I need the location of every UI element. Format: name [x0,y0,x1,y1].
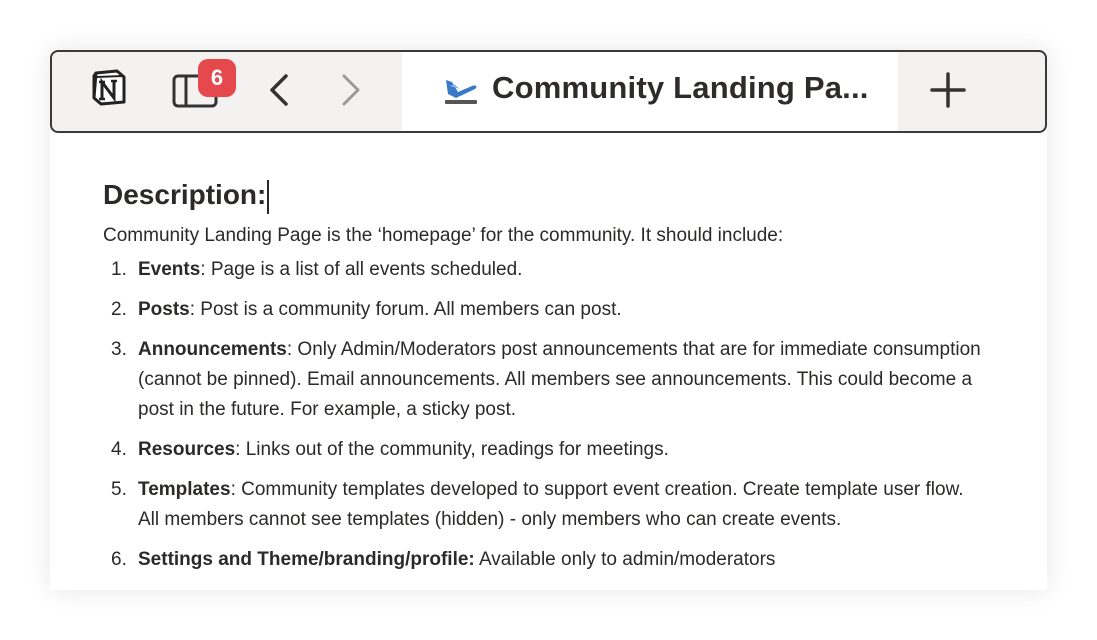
list-item-number: 2. [111,299,127,320]
document-body[interactable] [103,175,983,585]
text-cursor [267,180,269,214]
tab-community-landing-page[interactable] [402,52,898,131]
list-item-text: Page is a list of all events scheduled. [205,259,523,280]
chevron-left-icon[interactable] [266,72,292,108]
list-item-separator: : [200,259,206,280]
description-heading[interactable] [103,175,983,215]
plus-icon[interactable] [928,70,968,110]
tab-bar [50,50,1047,133]
heading-text: Description: [103,179,267,210]
list-item-text: Links out of the community, readings for meetings. [240,439,669,460]
list-item[interactable] [103,335,983,425]
list-item-separator: : [286,339,293,360]
list-item-number: 4. [111,439,127,460]
list-item-number: 6. [111,549,127,570]
list-item-separator: : [230,479,236,500]
list-item-term: Settings and Theme/branding/profile: [138,549,475,570]
list-item-term: Resources [138,439,236,460]
chevron-right-icon[interactable] [338,72,364,108]
list-item-number: 5. [111,479,127,500]
tab-title: Community Landing Pa... [492,70,869,105]
list-item[interactable] [103,255,983,285]
list-item-term: Templates [138,479,231,500]
list-item-separator: : [235,439,241,460]
list-item-text: Available only to admin/moderators [474,549,776,570]
list-item[interactable] [103,435,983,465]
list-item-text: Post is a community forum. All members can post. [195,299,622,320]
list-item-term: Posts [138,299,190,320]
list-item-term: Events [138,259,201,280]
list-item-number: 1. [111,259,127,280]
list-item-separator: : [189,299,196,320]
list-item-term: Announcements [138,339,287,360]
list-item[interactable] [103,475,983,535]
list-item[interactable] [103,295,983,325]
intro-paragraph[interactable]: Community Landing Page is the ‘homepage’ for the community. It should include: [103,225,784,246]
requirements-list [103,255,983,575]
notification-badge[interactable]: 6 [198,59,236,97]
app-window [50,50,1047,590]
list-item[interactable] [103,545,983,575]
airplane-departure-icon [442,72,480,108]
list-item-number: 3. [111,339,127,360]
list-item-text: Community templates developed to support event creation. Create template user flow. All members cannot see templates (hidden) - only members who can create events. [138,479,964,530]
list-item-text: Only Admin/Moderators post announcements that are for immediate consumption (cannot be pinned). Email announcements. All members see announcements. This could become a post in the future. For example, a sticky post. [138,339,981,420]
notion-logo-icon[interactable] [90,68,128,106]
